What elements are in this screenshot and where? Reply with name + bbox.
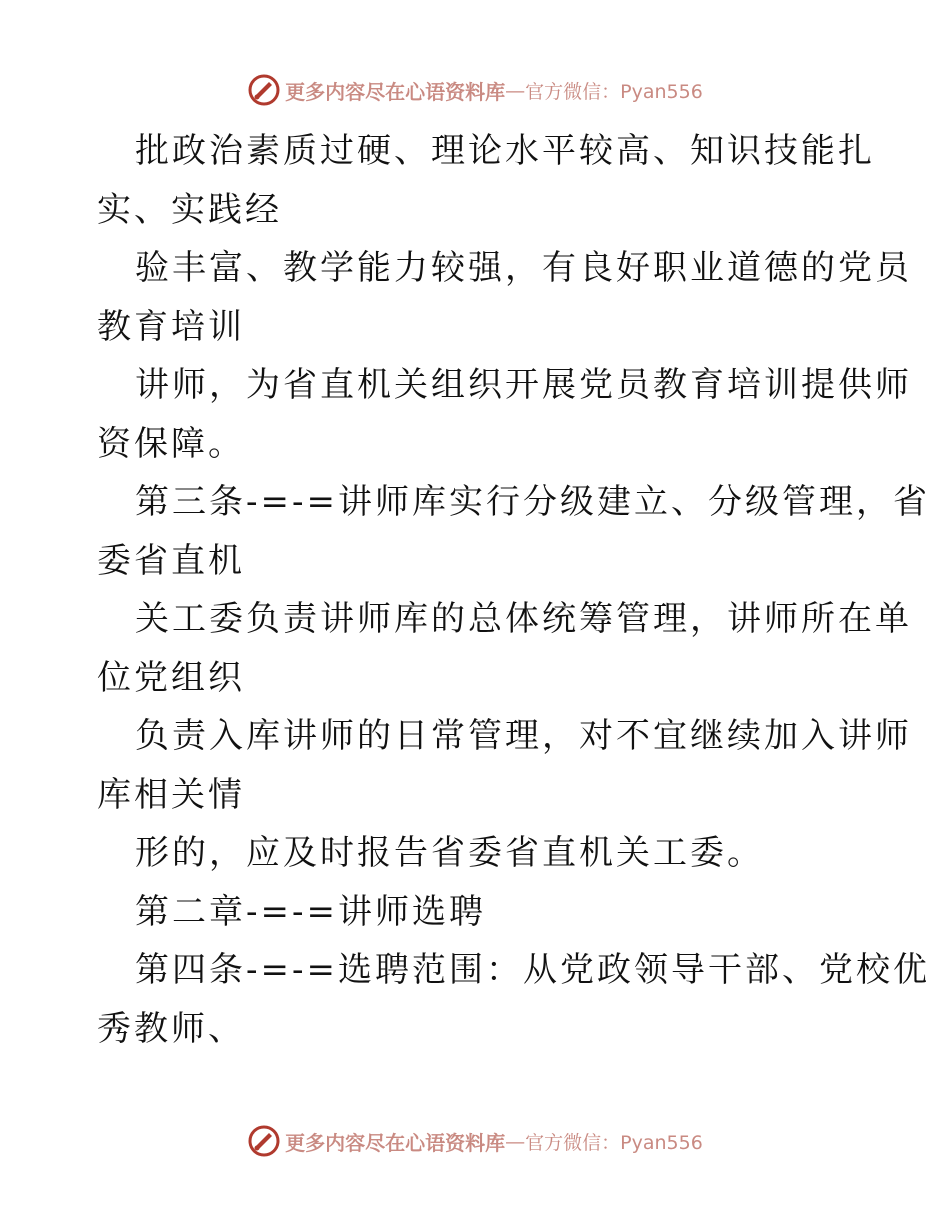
watermark-brand: 更多内容尽在心语资料库 [285,79,506,104]
body-text-line: 第四条-=-=选聘范围：从党政领导干部、党校优 [135,950,930,990]
body-text-line: 秀教师、 [97,1008,245,1049]
watermark-suffix: 官方微信：Pyan556 [525,1131,703,1154]
body-text-line: 关工委负责讲师库的总体统筹管理，讲师所在单 [135,599,912,639]
body-text-line: 实、实践经 [97,189,282,230]
body-text-line: 资保障。 [97,423,245,464]
header-watermark [0,70,950,110]
watermark-dash: — [505,1129,526,1153]
body-text-line: 教育培训 [97,306,245,347]
body-text-line: 批政治素质过硬、理论水平较高、知识技能扎 [135,131,875,171]
body-text-line: 委省直机 [97,540,245,581]
footer-watermark [0,1121,950,1161]
brand-logo-icon [247,73,281,107]
body-text-line: 位党组织 [97,657,245,698]
body-text-line: 讲师，为省直机关组织开展党员教育培训提供师 [135,365,912,405]
body-text-line: 验丰富、教学能力较强，有良好职业道德的党员 [135,248,912,288]
watermark-suffix: 官方微信：Pyan556 [525,80,703,103]
body-text-line: 第二章-=-=讲师选聘 [135,891,486,932]
body-text-line: 库相关情 [97,774,245,815]
body-text-line: 负责入库讲师的日常管理，对不宜继续加入讲师 [135,716,912,756]
body-text-line: 形的，应及时报告省委省直机关工委。 [135,833,764,873]
watermark-dash: — [505,78,526,102]
document-body [97,122,930,1058]
brand-logo-icon [247,1124,281,1158]
body-text-line: 第三条-=-=讲师库实行分级建立、分级管理，省 [135,482,930,522]
watermark-brand: 更多内容尽在心语资料库 [285,1130,506,1155]
